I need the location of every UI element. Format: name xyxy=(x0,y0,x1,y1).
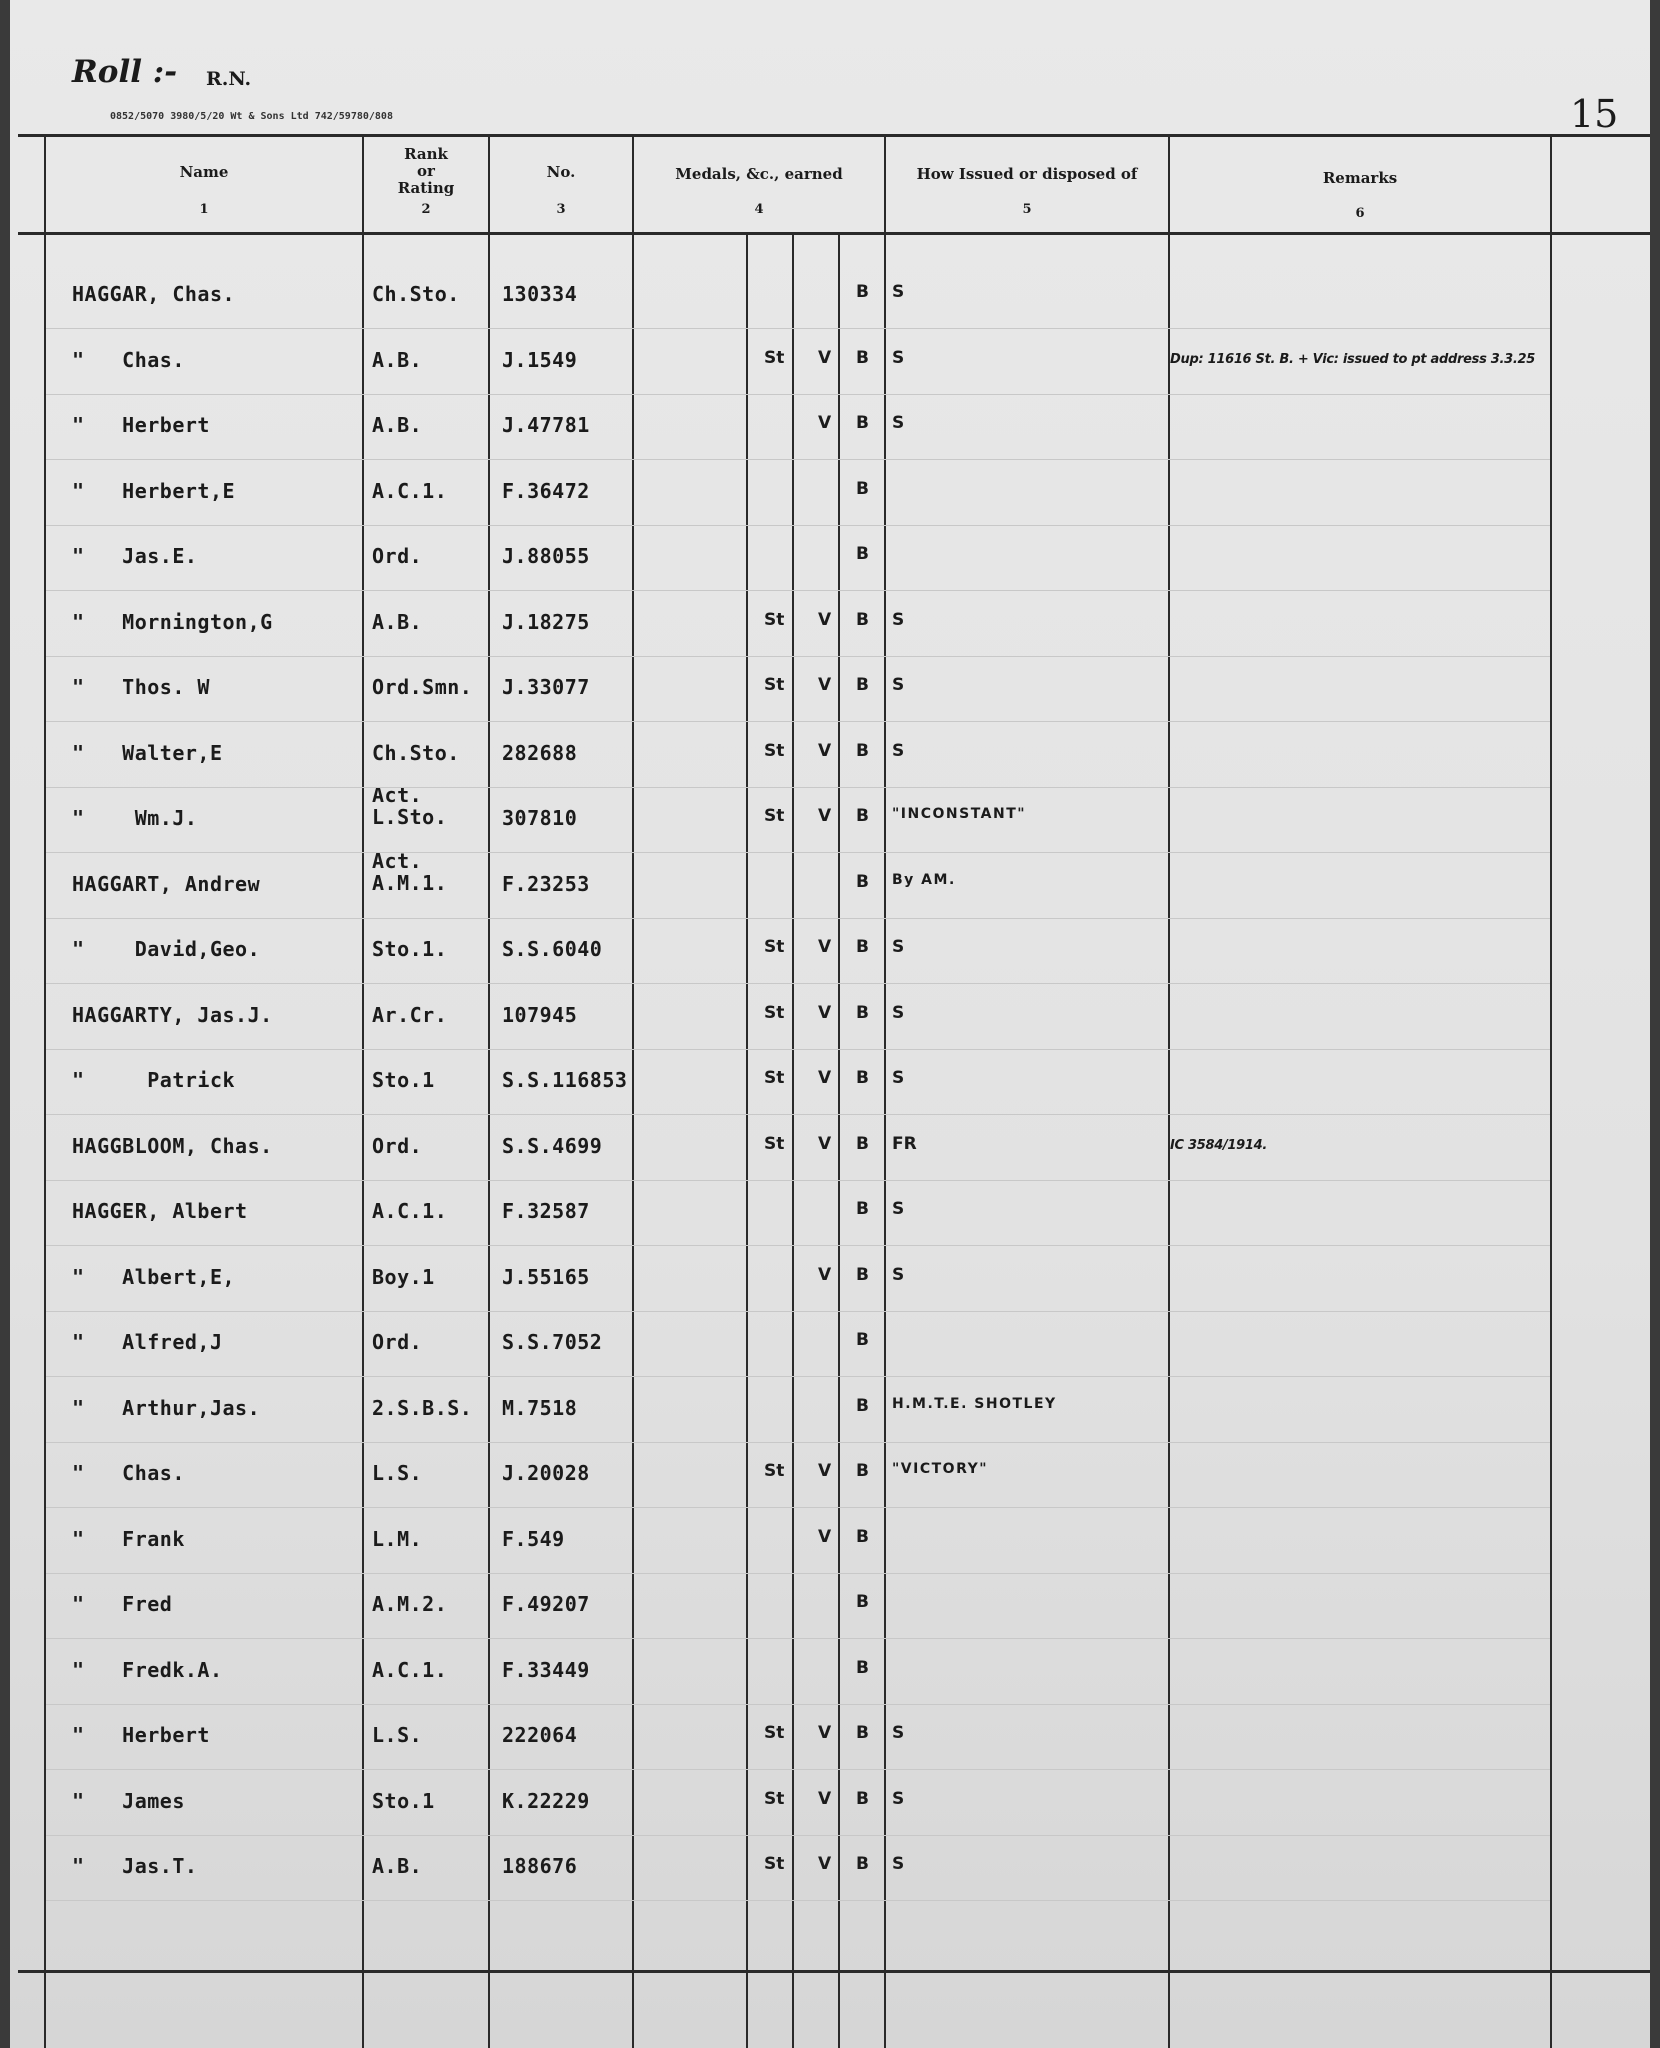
entry-issued: S xyxy=(892,740,905,761)
entry-british: B xyxy=(856,740,869,761)
entry-number: S.S.6040 xyxy=(502,937,603,961)
entry-rule xyxy=(46,1769,1550,1770)
entry-rule xyxy=(46,983,1550,984)
entry-rank: A.B. xyxy=(372,413,423,437)
entry-british: B xyxy=(856,1133,869,1154)
entry-number: F.33449 xyxy=(502,1657,590,1682)
entry-number: 282688 xyxy=(502,740,578,765)
entry-number: 307810 xyxy=(502,806,578,830)
entry-rule xyxy=(46,1900,1550,1901)
entry-issued: S xyxy=(892,1002,905,1023)
entry-british: B xyxy=(856,675,869,695)
column-number-remarks: 6 xyxy=(1355,206,1365,221)
entry-star: St xyxy=(764,937,785,957)
entry-rule xyxy=(46,918,1550,919)
entry-rule xyxy=(46,590,1550,591)
entry-victory: V xyxy=(818,675,832,695)
entry-issued: "VICTORY" xyxy=(892,1461,989,1477)
entry-name: " Patrick xyxy=(72,1068,236,1092)
col-divider xyxy=(44,134,46,2048)
entry-british: B xyxy=(856,1854,869,1874)
entry-name: HAGGBLOOM, Chas. xyxy=(72,1133,273,1158)
entry-star: St xyxy=(764,1461,785,1481)
entry-victory: V xyxy=(818,1723,832,1743)
entry-number: J.20028 xyxy=(502,1461,590,1485)
entry-number: J.55165 xyxy=(502,1264,590,1289)
entry-rule xyxy=(46,1049,1550,1050)
entry-rank: Sto.1 xyxy=(372,1068,435,1092)
column-header-issued: How Issued or disposed of xyxy=(916,165,1138,183)
col-divider xyxy=(1550,134,1552,2048)
entry-issued: By AM. xyxy=(892,871,956,888)
entry-rule xyxy=(46,394,1550,395)
col-divider xyxy=(632,134,634,2048)
entry-rank: Ch.Sto. xyxy=(372,740,460,765)
entry-rule xyxy=(46,1114,1550,1115)
entry-name: " Thos. W xyxy=(72,675,210,699)
entry-issued: S xyxy=(892,937,905,957)
header-top-rule xyxy=(18,134,1650,137)
service-label: R.N. xyxy=(206,68,252,90)
entry-star: St xyxy=(764,1854,785,1874)
entry-number: 222064 xyxy=(502,1723,578,1747)
entry-number: J.18275 xyxy=(502,609,590,634)
entry-rule xyxy=(46,1245,1550,1246)
entry-british: B xyxy=(856,1330,869,1350)
column-number-medals: 4 xyxy=(754,202,764,217)
entry-number: 188676 xyxy=(502,1854,578,1878)
entry-british: B xyxy=(856,1788,869,1809)
entry-name: " Herbert xyxy=(72,413,210,437)
entry-name: " Jas.E. xyxy=(72,544,198,568)
entry-victory: V xyxy=(818,413,832,433)
entry-name: " Frank xyxy=(72,1526,185,1551)
entry-british: B xyxy=(856,806,869,826)
entry-star: St xyxy=(764,347,785,368)
entry-british: B xyxy=(856,1723,869,1743)
entry-remarks: Dup: 11616 St. B. + Vic: issued to pt address 3.3.25 xyxy=(1170,351,1536,367)
entry-issued: S xyxy=(892,1199,905,1219)
entry-victory: V xyxy=(818,347,832,368)
entry-rank: 2.S.B.S. xyxy=(372,1395,473,1420)
entry-victory: V xyxy=(818,1788,832,1809)
entry-name: " Wm.J. xyxy=(72,806,198,830)
entry-issued: S xyxy=(892,1854,905,1874)
entry-number: 130334 xyxy=(502,282,578,306)
entry-name: " Alfred,J xyxy=(72,1330,223,1354)
entry-rank: Sto.1. xyxy=(372,937,448,961)
entry-name: HAGGAR, Chas. xyxy=(72,282,236,306)
entry-british: B xyxy=(856,1461,869,1481)
entry-name: HAGGER, Albert xyxy=(72,1199,248,1223)
entry-issued: S xyxy=(892,347,905,368)
entry-number: S.S.7052 xyxy=(502,1330,603,1354)
entry-number: F.23253 xyxy=(502,871,590,896)
entry-rule xyxy=(46,1704,1550,1705)
entry-rule xyxy=(46,1376,1550,1377)
column-number-name: 1 xyxy=(199,202,209,217)
entry-number: F.36472 xyxy=(502,478,590,503)
col-divider xyxy=(488,134,490,2048)
entry-name: " Arthur,Jas. xyxy=(72,1395,261,1420)
entry-issued: S xyxy=(892,1264,905,1285)
entry-star: St xyxy=(764,1133,785,1154)
entry-british: B xyxy=(856,609,869,630)
entry-name: " Mornington,G xyxy=(72,609,273,634)
medal-subdivider xyxy=(838,232,840,2048)
entry-name: HAGGART, Andrew xyxy=(72,871,261,896)
entry-rank: Act. L.Sto. xyxy=(372,783,448,829)
entry-star: St xyxy=(764,675,785,695)
medal-subdivider xyxy=(792,232,794,2048)
entry-name: " Chas. xyxy=(72,347,185,372)
entry-star: St xyxy=(764,1002,785,1023)
column-header-medals: Medals, &c., earned xyxy=(675,165,843,183)
entry-issued: S xyxy=(892,282,905,302)
entry-rule xyxy=(46,1442,1550,1443)
entry-victory: V xyxy=(818,1526,832,1547)
entry-rank: A.B. xyxy=(372,609,423,634)
entry-issued: S xyxy=(892,675,905,695)
col-divider xyxy=(884,134,886,2048)
entry-star: St xyxy=(764,806,785,826)
entry-british: B xyxy=(856,1395,869,1416)
page-bottom-rule xyxy=(18,1970,1650,1973)
entry-rule xyxy=(46,787,1550,788)
entry-number: F.549 xyxy=(502,1526,565,1551)
entry-british: B xyxy=(856,871,869,892)
entry-star: St xyxy=(764,740,785,761)
entry-rank: Act. A.M.1. xyxy=(372,848,448,895)
entry-number: J.88055 xyxy=(502,544,590,568)
column-header-name: Name xyxy=(179,163,229,181)
entry-star: St xyxy=(764,1788,785,1809)
entry-british: B xyxy=(856,1068,869,1088)
entry-british: B xyxy=(856,1526,869,1547)
medal-roll-page xyxy=(10,0,1650,2048)
entry-issued: FR xyxy=(892,1133,917,1154)
entry-name: HAGGARTY, Jas.J. xyxy=(72,1002,273,1027)
entry-star: St xyxy=(764,1723,785,1743)
entry-rank: L.M. xyxy=(372,1526,423,1551)
entry-british: B xyxy=(856,347,869,368)
header-bottom-rule xyxy=(18,232,1650,235)
entry-name: " James xyxy=(72,1788,185,1813)
print-reference: 0852/5070 3980/5/20 Wt & Sons Ltd 742/59780/808 xyxy=(110,111,393,122)
entry-rule xyxy=(46,852,1550,853)
entry-rank: Ord. xyxy=(372,1133,423,1158)
entry-victory: V xyxy=(818,1068,832,1088)
entry-rule xyxy=(46,1638,1550,1639)
entry-star: St xyxy=(764,609,785,630)
entry-rank: A.C.1. xyxy=(372,1199,448,1223)
entry-name: " David,Geo. xyxy=(72,937,261,961)
entry-rank: Ch.Sto. xyxy=(372,282,460,306)
col-divider xyxy=(362,134,364,2048)
entry-rank: A.C.1. xyxy=(372,478,448,503)
entry-rule xyxy=(46,459,1550,460)
entry-name: " Herbert,E xyxy=(72,478,236,503)
entry-name: " Fredk.A. xyxy=(72,1657,223,1682)
entry-rank: Ar.Cr. xyxy=(372,1002,448,1027)
entry-british: B xyxy=(856,413,869,433)
entry-issued: S xyxy=(892,609,905,630)
entry-number: F.32587 xyxy=(502,1199,590,1223)
entry-number: 107945 xyxy=(502,1002,578,1027)
entry-victory: V xyxy=(818,1264,832,1285)
column-header-rank: Rank or Rating xyxy=(397,145,455,197)
entry-name: " Walter,E xyxy=(72,740,223,765)
entry-number: K.22229 xyxy=(502,1788,590,1813)
entry-number: S.S.4699 xyxy=(502,1133,603,1158)
column-header-remarks: Remarks xyxy=(1322,169,1398,187)
entry-rank: A.B. xyxy=(372,1854,423,1878)
entry-name: " Herbert xyxy=(72,1723,210,1747)
entry-rule xyxy=(46,1835,1550,1836)
entry-issued: "INCONSTANT" xyxy=(892,806,1027,822)
entry-british: B xyxy=(856,1592,869,1612)
entry-name: " Jas.T. xyxy=(72,1854,198,1878)
entry-remarks: IC 3584/1914. xyxy=(1170,1137,1268,1153)
entry-british: B xyxy=(856,1002,869,1023)
entry-rule xyxy=(46,656,1550,657)
entry-rank: L.S. xyxy=(372,1461,423,1485)
entry-issued: H.M.T.E. SHOTLEY xyxy=(892,1395,1057,1412)
entry-rank: Boy.1 xyxy=(372,1264,435,1289)
column-header-number: No. xyxy=(546,163,576,181)
entry-british: B xyxy=(856,478,869,499)
entry-rule xyxy=(46,1311,1550,1312)
entry-rule xyxy=(46,1507,1550,1508)
entry-number: J.1549 xyxy=(502,347,578,372)
column-number-rank: 2 xyxy=(421,202,431,217)
entry-victory: V xyxy=(818,1133,832,1154)
entry-british: B xyxy=(856,1199,869,1219)
entry-british: B xyxy=(856,282,869,302)
entry-victory: V xyxy=(818,740,832,761)
entry-rule xyxy=(46,328,1550,329)
entry-victory: V xyxy=(818,806,832,826)
entry-rank: Ord.Smn. xyxy=(372,675,473,699)
entry-rank: A.C.1. xyxy=(372,1657,448,1682)
entry-rule xyxy=(46,721,1550,722)
entry-victory: V xyxy=(818,609,832,630)
entry-victory: V xyxy=(818,1854,832,1874)
entry-name: " Fred xyxy=(72,1592,173,1616)
entry-rank: A.M.2. xyxy=(372,1592,448,1616)
entry-name: " Chas. xyxy=(72,1461,185,1485)
entry-number: F.49207 xyxy=(502,1592,590,1616)
entry-british: B xyxy=(856,1264,869,1285)
column-number-number: 3 xyxy=(556,202,566,217)
entry-victory: V xyxy=(818,1461,832,1481)
roll-label: Roll :- xyxy=(72,54,178,90)
entry-number: J.47781 xyxy=(502,413,590,437)
column-number-issued: 5 xyxy=(1022,202,1032,217)
entry-rule xyxy=(46,1573,1550,1574)
entry-british: B xyxy=(856,937,869,957)
entry-issued: S xyxy=(892,1788,905,1809)
entry-rank: Sto.1 xyxy=(372,1788,435,1813)
entry-rank: Ord. xyxy=(372,544,423,568)
entry-number: J.33077 xyxy=(502,675,590,699)
entry-rule xyxy=(46,525,1550,526)
entry-name: " Albert,E, xyxy=(72,1264,236,1289)
col-divider xyxy=(1168,134,1170,2048)
entry-victory: V xyxy=(818,937,832,957)
medal-subdivider xyxy=(746,232,748,2048)
entry-number: M.7518 xyxy=(502,1395,578,1420)
entry-issued: S xyxy=(892,1723,905,1743)
entry-star: St xyxy=(764,1068,785,1088)
entry-rule xyxy=(46,1180,1550,1181)
entry-british: B xyxy=(856,544,869,564)
entry-issued: S xyxy=(892,1068,905,1088)
entry-number: S.S.116853 xyxy=(502,1068,628,1092)
entry-rank: A.B. xyxy=(372,347,423,372)
entry-british: B xyxy=(856,1657,869,1678)
page-number: 15 xyxy=(1570,92,1619,136)
entry-issued: S xyxy=(892,413,905,433)
entry-victory: V xyxy=(818,1002,832,1023)
entry-rank: Ord. xyxy=(372,1330,423,1354)
entry-rank: L.S. xyxy=(372,1723,423,1747)
